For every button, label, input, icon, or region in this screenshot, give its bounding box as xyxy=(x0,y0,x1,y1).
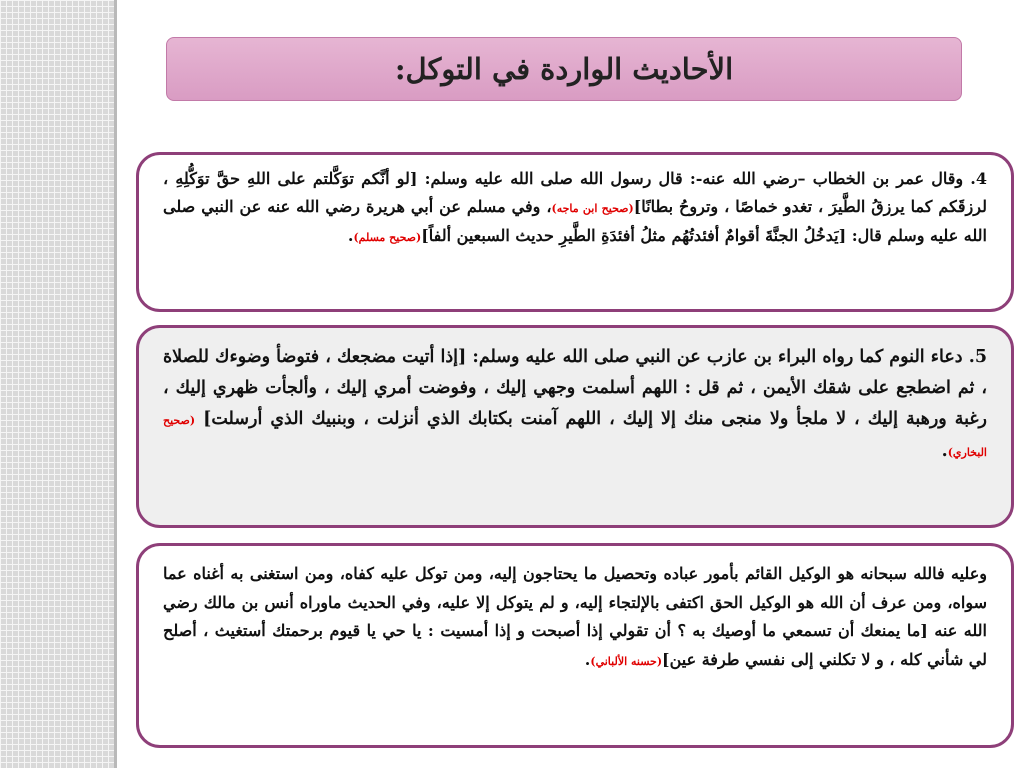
conclusion-end: . xyxy=(584,649,591,669)
hadith-4-box xyxy=(136,152,1014,312)
title-banner xyxy=(166,37,962,101)
conclusion-reference-albani: (حسنه الألباني) xyxy=(590,654,663,668)
hadith-4-text-continued: ، وفي مسلم عن أبي هريرة رضي الله عنه عن النبي صلى الله عليه وسلم قال: [يَدخُلُ الجنَّةَ أقوامٌ أفئدتُهُم مثلُ أفئدَةِ الطَّيرِ حديث السبعين ألفاً] xyxy=(163,196,987,245)
hadith-5-end: . xyxy=(941,441,948,461)
conclusion-box xyxy=(136,543,1014,748)
hadith-4-reference-muslim: (صحيح مسلم) xyxy=(353,231,422,244)
conclusion-text: وعليه فالله سبحانه هو الوكيل القائم بأمور عباده وتحصيل ما يحتاجون إليه، ومن توكل عليه كفاه، ومن استغنى به أغناه عما سواه، ومن عرف أن الله هو الوكيل الحق اكتفى بالإلتجاء إليه، و لم يتوكل إلا عليه، وفي الحديث ماوراه أنس بن مالك رضي الله عنه [ما يمنعك أن تسمعي ما أوصيك به ؟ أن تقولي إذا أصبحت و إذا أمسيت : يا حي يا قيوم برحمتك أستغيث ، أصلح لي شأني كله ، و لا تكلني إلى نفسي طرفة عين] xyxy=(163,564,987,669)
hadith-4-reference-ibn-majah: (صحيح ابن ماجه) xyxy=(551,201,634,215)
hadith-5-box xyxy=(136,325,1014,528)
hadith-4-text: 4. وقال عمر بن الخطاب –رضي الله عنه-: قال رسول الله صلى الله عليه وسلم: [لو أنَّكم توَكَّلتم على اللهِ حقَّ توَكُّلِهِ ، لرزقَكم كما يرزقُ الطَّيرَ ، تغدو خماصًا ، وتروحُ بطانًا] xyxy=(163,169,987,216)
hadith-5-reference-bukhari: (صحيح البخاري) xyxy=(163,414,987,459)
hadith-5-text: 5. دعاء النوم كما رواه البراء بن عازب عن النبي صلى الله عليه وسلم: [إذا أتيت مضجعك ، فتوضأ وضوءك للصلاة ، ثم اضطجع على شقك الأيمن ، ثم قل : اللهم أسلمت وجهي إليك ، وفوضت أمري إليك ، وألجأت ظهري إليك ، رغبة ورهبة إليك ، لا ملجأ ولا منجى منك إلا إليك ، اللهم آمنت بكتابك الذي أنزلت ، وبنبيك الذي أرسلت] xyxy=(163,347,988,429)
hadith-4-end: . xyxy=(347,226,354,245)
page-title: الأحاديث الواردة في التوكل: xyxy=(394,52,734,86)
decorative-side-pattern xyxy=(0,0,114,768)
side-divider xyxy=(114,0,117,768)
